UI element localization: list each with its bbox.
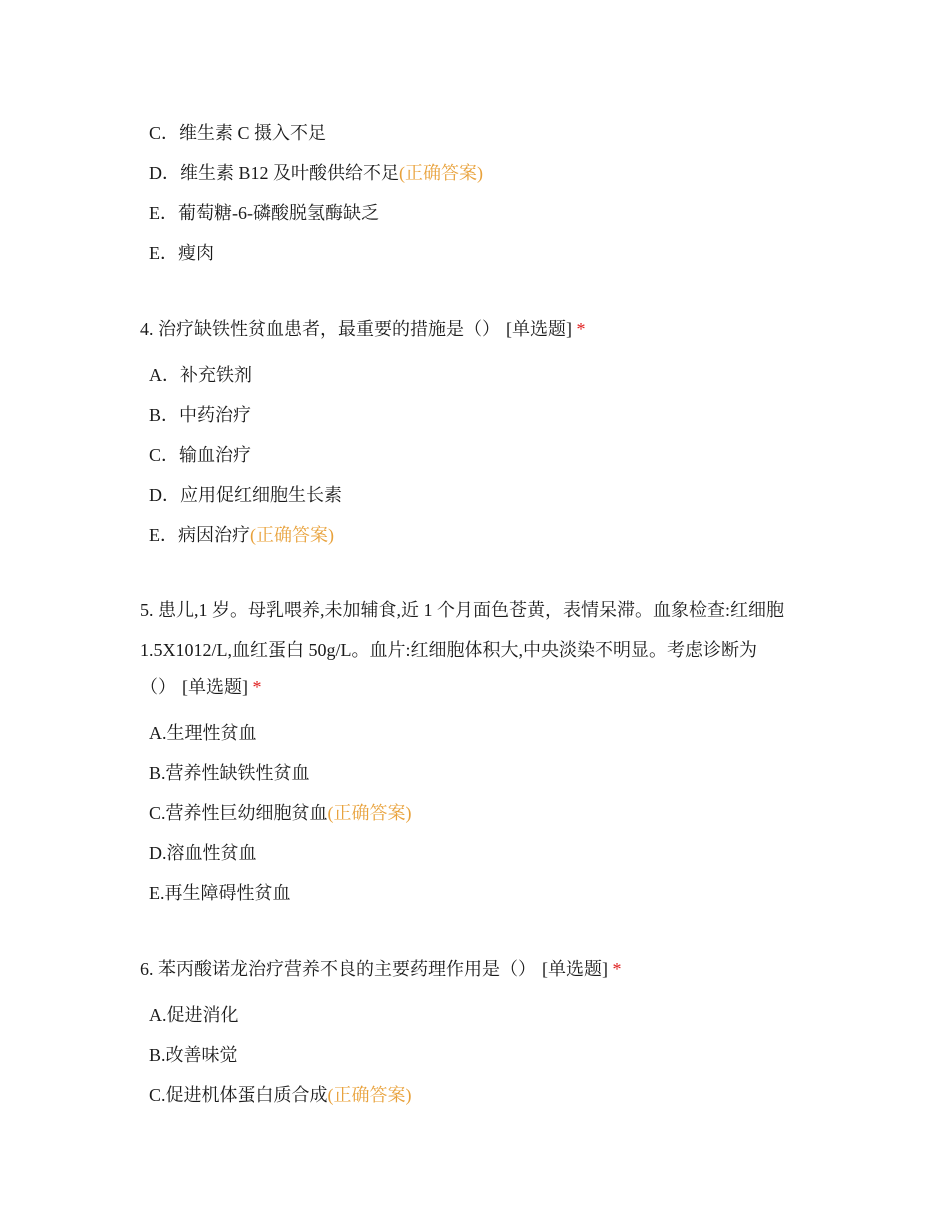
correct-answer-mark: (正确答案) — [399, 163, 484, 183]
option-q3-e — [149, 200, 379, 226]
option-q4-b — [149, 402, 251, 428]
option-text: E．瘦肉 — [149, 243, 214, 263]
option-text: C．输血治疗 — [149, 445, 252, 465]
option-q3-e2 — [149, 240, 214, 266]
option-q3-c — [149, 120, 326, 146]
option-q6-b — [149, 1042, 238, 1068]
required-asterisk: * — [612, 959, 622, 979]
option-text: C.促进机体蛋白质合成 — [149, 1085, 328, 1105]
question-type-tag: [单选题] — [542, 959, 608, 979]
option-q4-c — [149, 442, 251, 468]
question-4-stem — [140, 316, 586, 342]
option-q5-e — [149, 880, 291, 906]
question-text: 5. 患儿,1 岁。母乳喂养,未加辅食,近 1 个月面色苍黄，表情呆滞。血象检查:红细胞 — [140, 600, 784, 620]
question-6-stem — [140, 956, 622, 982]
question-type-tag: [单选题] — [182, 677, 248, 697]
option-text: C.营养性巨幼细胞贫血 — [149, 803, 328, 823]
option-text: B.营养性缺铁性贫血 — [149, 763, 310, 783]
required-asterisk: * — [252, 677, 262, 697]
option-text: B．中药治疗 — [149, 405, 252, 425]
option-q6-a — [149, 1002, 239, 1028]
option-q5-c — [149, 800, 412, 826]
option-q3-d — [149, 160, 483, 186]
option-text: C．维生素 C 摄入不足 — [149, 123, 327, 143]
option-text: A.促进消化 — [149, 1005, 239, 1025]
option-text: D．维生素 B12 及叶酸供给不足 — [149, 163, 400, 183]
correct-answer-mark: (正确答案) — [250, 525, 334, 545]
option-text: D.溶血性贫血 — [149, 843, 257, 863]
option-q4-d — [149, 482, 342, 508]
option-text: E．葡萄糖-6-磷酸脱氢酶缺乏 — [149, 203, 379, 223]
required-asterisk: * — [576, 319, 586, 339]
option-text: E．病因治疗 — [149, 525, 250, 545]
option-q5-d — [149, 840, 257, 866]
option-q4-e — [149, 522, 334, 548]
question-text: 4. 治疗缺铁性贫血患者，最重要的措施是（） — [140, 319, 500, 339]
question-5-stem-line-2 — [140, 637, 757, 663]
question-5-stem-line-1 — [140, 597, 784, 623]
question-type-tag: [单选题] — [506, 319, 572, 339]
question-text: （） — [140, 677, 176, 697]
option-q5-a — [149, 720, 257, 746]
option-text: A．补充铁剂 — [149, 365, 252, 385]
option-text: A.生理性贫血 — [149, 723, 257, 743]
option-text: D．应用促红细胞生长素 — [149, 485, 342, 505]
option-text: E.再生障碍性贫血 — [149, 883, 291, 903]
question-text: 6. 苯丙酸诺龙治疗营养不良的主要药理作用是（） — [140, 959, 536, 979]
option-q5-b — [149, 760, 310, 786]
question-text: 1.5X1012/L,血红蛋白 50g/L。血片:红细胞体积大,中央淡染不明显。考虑诊断为 — [140, 640, 757, 660]
correct-answer-mark: (正确答案) — [327, 1085, 412, 1105]
question-5-stem-line-3 — [140, 674, 262, 700]
correct-answer-mark: (正确答案) — [327, 803, 412, 823]
option-text: B.改善味觉 — [149, 1045, 238, 1065]
option-q4-a — [149, 362, 252, 388]
option-q6-c — [149, 1082, 412, 1108]
